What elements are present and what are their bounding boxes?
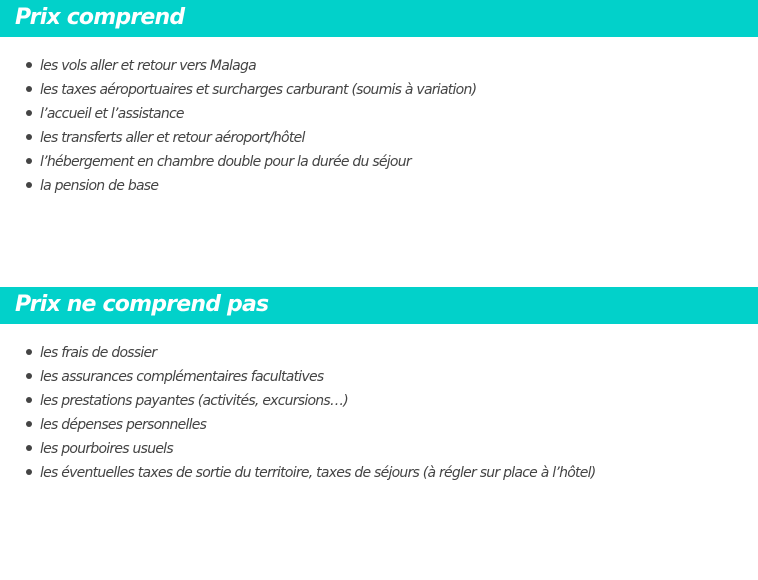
list-item-text: l’hébergement en chambre double pour la durée du séjour xyxy=(40,154,411,170)
included-section xyxy=(0,0,758,194)
excluded-section xyxy=(0,287,758,481)
list-item-text: les vols aller et retour vers Malaga xyxy=(40,58,256,74)
excluded-list xyxy=(0,340,596,484)
included-header xyxy=(0,0,758,37)
bullet-icon xyxy=(26,182,32,188)
excluded-title: Prix ne comprend pas xyxy=(15,292,269,317)
bullet-icon xyxy=(26,397,32,403)
bullet-icon xyxy=(26,373,32,379)
list-item-text: les frais de dossier xyxy=(40,345,157,361)
list-item xyxy=(0,388,596,412)
list-item xyxy=(0,412,596,436)
bullet-icon xyxy=(26,110,32,116)
list-item xyxy=(0,125,476,149)
list-item-text: les taxes aéroportuaires et surcharges carburant (soumis à variation) xyxy=(40,82,477,98)
included-title: Prix comprend xyxy=(15,5,185,30)
list-item-text: les transferts aller et retour aéroport/hôtel xyxy=(40,130,305,146)
bullet-icon xyxy=(26,421,32,427)
list-item-text: les pourboires usuels xyxy=(40,441,173,457)
bullet-icon xyxy=(26,134,32,140)
list-item-text: les assurances complémentaires facultatives xyxy=(40,369,324,385)
list-item xyxy=(0,340,596,364)
bullet-icon xyxy=(26,445,32,451)
list-item xyxy=(0,173,476,197)
list-item xyxy=(0,77,476,101)
bullet-icon xyxy=(26,86,32,92)
list-item xyxy=(0,436,596,460)
list-item xyxy=(0,101,476,125)
included-list xyxy=(0,53,476,197)
bullet-icon xyxy=(26,62,32,68)
list-item-text: la pension de base xyxy=(40,178,159,194)
list-item xyxy=(0,460,596,484)
bullet-icon xyxy=(26,349,32,355)
list-item xyxy=(0,53,476,77)
bullet-icon xyxy=(26,158,32,164)
list-item-text: les dépenses personnelles xyxy=(40,417,207,433)
list-item-text: les prestations payantes (activités, excursions…) xyxy=(40,393,348,409)
list-item xyxy=(0,364,596,388)
bullet-icon xyxy=(26,469,32,475)
excluded-header xyxy=(0,287,758,324)
list-item xyxy=(0,149,476,173)
list-item-text: l’accueil et l’assistance xyxy=(40,106,184,122)
list-item-text: les éventuelles taxes de sortie du territoire, taxes de séjours (à régler sur place à l’hôtel) xyxy=(40,465,596,481)
